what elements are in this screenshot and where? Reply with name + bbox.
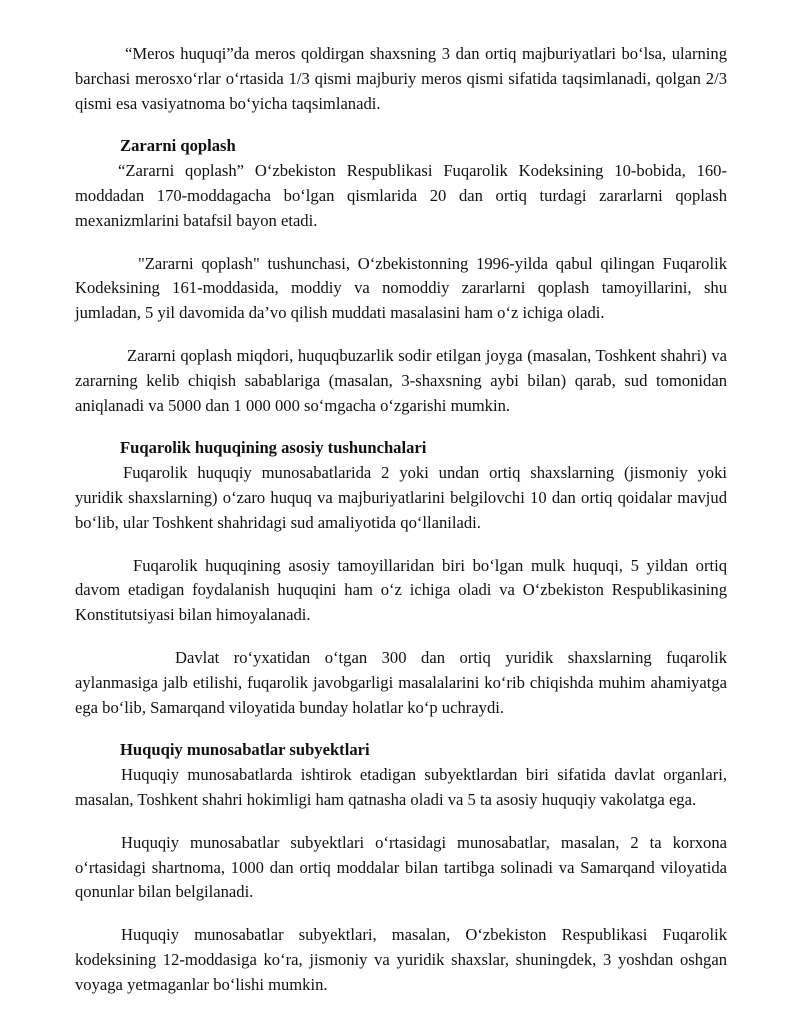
paragraph: Zararni qoplash miqdori, huquqbuzarlik sodir etilgan joyga (masalan, Toshkent shahri) va zararning kelib chiqish sabablariga (masalan, 3-shaxsning aybi bilan) qarab, sud tomonidan aniqlanadi va 5000 dan 1 000 000 so‘mgacha o‘zgarishi mumkin. [75, 345, 727, 415]
section-heading: Fuqarolik huquqining asosiy tushunchalari [120, 438, 427, 458]
section-zararni-qoplash [75, 134, 727, 418]
section-huquqiy-munosabatlar [75, 738, 727, 997]
paragraph: “Zararni qoplash” O‘zbekiston Respublikasi Fuqarolik Kodeksining 10-bobida, 160-moddadan 170-moddagacha bo‘lgan qismlarida 20 dan ortiq turdagi zararlarni qoplash mexanizmlarini batafsil bayon etadi. [75, 161, 727, 230]
paragraph: Fuqarolik huquqiy munosabatlarida 2 yoki undan ortiq shaxslarning (jismoniy yoki yuridik shaxslarning) o‘zaro huquq va majburiyatlarini belgilovchi 10 dan ortiq qoidalar mavjud bo‘lib, ular Toshkent shahridagi sud amaliyotida qo‘llaniladi. [75, 463, 727, 532]
document-page [75, 42, 727, 998]
paragraph: Huquqiy munosabatlar subyektlari, masalan, O‘zbekiston Respublikasi Fuqarolik kodeksining 12-moddasiga ko‘ra, jismoniy va yuridik shaxslar, shuningdek, 3 yoshdan oshgan voyaga yetmaganlar bo‘lishi mumkin. [75, 925, 727, 994]
section-heading: Zararni qoplash [120, 136, 236, 156]
paragraph: Davlat ro‘yxatidan o‘tgan 300 dan ortiq yuridik shaxslarning fuqarolik aylanmasiga jalb etilishi, fuqarolik javobgarligi masalalarini ko‘rib chiqishda muhim ahamiyatga ega bo‘lib, Samarqand viloyatida bunday holatlar ko‘p uchraydi. [75, 647, 727, 717]
paragraph: Huquqiy munosabatlar subyektlari o‘rtasidagi munosabatlar, masalan, 2 ta korxona o‘rtasidagi shartnoma, 1000 dan ortiq moddalar bilan tartibga solinadi va Samarqand viloyatida qonunlar bilan belgilanadi. [75, 832, 727, 902]
paragraph: "Zararni qoplash" tushunchasi, O‘zbekistonning 1996-yilda qabul qilingan Fuqarolik Kodeksining 161-moddasida, moddiy va nomoddiy zararlarni qoplash tamoyillarini, shu jumladan, 5 yil davomida da’vo qilish muddati masalasini ham o‘z ichiga oladi. [75, 253, 727, 323]
section-intro [75, 42, 727, 116]
paragraph: Fuqarolik huquqining asosiy tamoyillaridan biri bo‘lgan mulk huquqi, 5 yildan ortiq davom etadigan foydalanish huquqini ham o‘z ichiga oladi va O‘zbekiston Respublikasining Konstitutsiyasi bilan himoyalanadi. [75, 555, 727, 625]
section-heading: Huquqiy munosabatlar subyektlari [120, 740, 370, 760]
paragraph: Huquqiy munosabatlarda ishtirok etadigan subyektlardan biri sifatida davlat organlari, masalan, Toshkent shahri hokimligi ham qatnasha oladi va 5 ta asosiy huquqiy vakolatga ega. [75, 765, 727, 809]
section-fuqarolik-huquqi [75, 436, 727, 720]
paragraph-meros-huquqi: “Meros huquqi”da meros qoldirgan shaxsning 3 dan ortiq majburiyatlari bo‘lsa, ularning barchasi merosxo‘rlar o‘rtasida 1/3 qismi majburiy meros qismi sifatida taqsimlanadi, qolgan 2/3 qismi esa vasiyatnoma bo‘yicha taqsimlanadi. [75, 44, 727, 113]
